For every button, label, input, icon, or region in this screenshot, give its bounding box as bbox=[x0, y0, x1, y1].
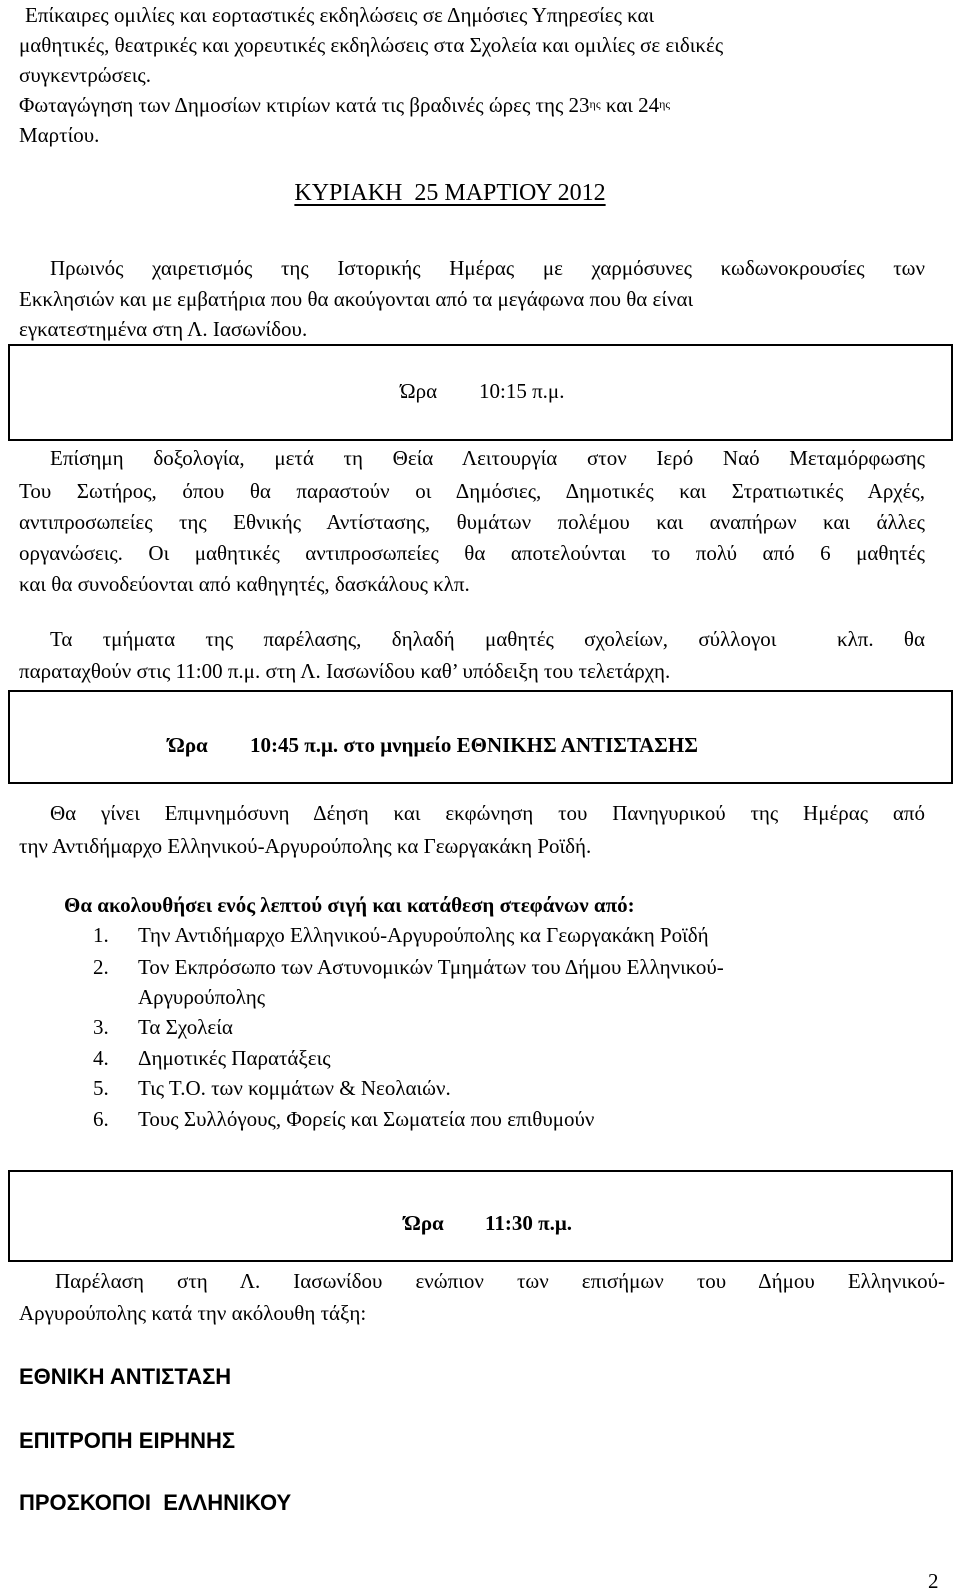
wreath-heading: Θα ακολουθήσει ενός λεπτού σιγή και κατάθεση στεφάνων από: bbox=[64, 893, 635, 917]
list-item-text: Τα Σχολεία bbox=[138, 1015, 233, 1039]
list-item-text: Τον Εκπρόσωπο των Αστυνομικών Τμημάτων του Δήμου Ελληνικού- bbox=[138, 955, 724, 979]
list-item-number: 1. bbox=[93, 923, 109, 947]
intro-line-5: Μαρτίου. bbox=[19, 123, 100, 147]
page-heading: ΚΥΡΙΑΚΗ 25 ΜΑΡΤΙΟΥ 2012 bbox=[294, 180, 606, 206]
intro-line-1: Επίκαιρες ομιλίες και εορταστικές εκδηλώσεις σε Δημόσιες Υπηρεσίες και bbox=[25, 3, 655, 27]
doxology-line-2: Του Σωτήρος, όπου θα παραστούν οι Δημόσιες, Δημοτικές και Στρατιωτικές Αρχές, bbox=[19, 479, 925, 503]
intro-line-4-text-b: και 24 bbox=[600, 93, 660, 117]
list-item-text: Τους Συλλόγους, Φορείς και Σωματεία που επιθυμούν bbox=[138, 1107, 595, 1131]
order-item: ΕΘΝΙΚΗ ΑΝΤΙΣΤΑΣΗ bbox=[19, 1364, 232, 1389]
order-item: ΠΡΟΣΚΟΠΟΙ ΕΛΛΗΝΙΚΟΥ bbox=[19, 1490, 292, 1515]
superscript: ης bbox=[589, 97, 601, 111]
list-item bbox=[0, 1106, 960, 1132]
intro-line-3: συγκεντρώσεις. bbox=[19, 63, 151, 87]
doxology-line-3: αντιπροσωπείες της Εθνικής Αντίστασης, θυμάτων πολέμου και αναπήρων και άλλες bbox=[19, 510, 925, 534]
time-1-value: 10:15 π.μ. bbox=[479, 379, 565, 403]
parade-units-line-1: Τα τμήματα της παρέλασης, δηλαδή μαθητές σχολείων, σύλλογοι κλπ. θα bbox=[50, 627, 925, 651]
superscript: ης bbox=[659, 97, 671, 111]
list-item-text: Δημοτικές Παρατάξεις bbox=[138, 1046, 331, 1070]
morning-line-2: Εκκλησιών και με εμβατήρια που θα ακούγονται από τα μεγάφωνα που θα είναι bbox=[19, 287, 694, 311]
list-item-text: Την Αντιδήμαρχο Ελληνικού-Αργυρούπολης κα Γεωργακάκη Ροϊδή bbox=[138, 923, 709, 947]
list-item-number: 6. bbox=[93, 1107, 109, 1131]
morning-line-3: εγκατεστημένα στη Λ. Ιασωνίδου. bbox=[19, 317, 308, 341]
intro-line-4-text: Φωταγώγηση των Δημοσίων κτιρίων κατά τις βραδινές ώρες της 23 bbox=[19, 93, 590, 117]
doxology-line-1: Επίσημη δοξολογία, μετά τη Θεία Λειτουργία στον Ιερό Ναό Μεταμόρφωσης bbox=[50, 446, 925, 470]
list-item bbox=[0, 1014, 960, 1040]
list-item-number: 3. bbox=[93, 1015, 109, 1039]
list-item-number: 5. bbox=[93, 1076, 109, 1100]
list-item bbox=[0, 1045, 960, 1071]
order-item: ΕΠΙΤΡΟΠΗ ΕΙΡΗΝΗΣ bbox=[19, 1428, 236, 1453]
memorial-line-1: Θα γίνει Επιμνημόσυνη Δέηση και εκφώνηση του Πανηγυρικού της Ημέρας από bbox=[50, 801, 925, 825]
parade-line-2: Αργυρούπολης κατά την ακόλουθη τάξη: bbox=[19, 1301, 367, 1325]
time-3-label: Ώρα bbox=[404, 1211, 444, 1235]
list-item bbox=[0, 954, 960, 1010]
time-2-label: Ώρα bbox=[168, 733, 208, 757]
intro-line-2: μαθητικές, θεατρικές και χορευτικές εκδηλώσεις στα Σχολεία και ομιλίες σε ειδικές bbox=[19, 33, 724, 57]
list-item bbox=[0, 1075, 960, 1101]
doxology-line-5: και θα συνοδεύονται από καθηγητές, δασκάλους κλπ. bbox=[19, 572, 470, 596]
list-item-number: 2. bbox=[93, 955, 109, 979]
doxology-line-4: οργανώσεις. Οι μαθητικές αντιπροσωπείες θα αποτελούνται το πολύ από 6 μαθητές bbox=[19, 541, 925, 565]
list-item-text: Τις Τ.Ο. των κομμάτων & Νεολαιών. bbox=[138, 1076, 451, 1100]
page-number: 2 bbox=[928, 1569, 939, 1593]
intro-line-4 bbox=[19, 92, 670, 121]
time-2-value: 10:45 π.μ. στο μνημείο ΕΘΝΙΚΗΣ ΑΝΤΙΣΤΑΣΗΣ bbox=[250, 733, 698, 757]
list-item bbox=[0, 922, 960, 948]
time-1-label: Ώρα bbox=[400, 379, 438, 403]
time-3-value: 11:30 π.μ. bbox=[485, 1211, 572, 1235]
morning-line-1: Πρωινός χαιρετισμός της Ιστορικής Ημέρας με χαρμόσυνες κωδωνοκρουσίες των bbox=[50, 256, 925, 280]
parade-line-1: Παρέλαση στη Λ. Ιασωνίδου ενώπιον των επισήμων του Δήμου Ελληνικού- bbox=[55, 1269, 945, 1293]
list-item-text-continued: Αργυρούπολης bbox=[138, 985, 266, 1009]
memorial-line-2: την Αντιδήμαρχο Ελληνικού-Αργυρούπολης κα Γεωργακάκη Ροϊδή. bbox=[19, 834, 592, 858]
list-item-number: 4. bbox=[93, 1046, 109, 1070]
parade-units-line-2: παραταχθούν στις 11:00 π.μ. στη Λ. Ιασωνίδου καθ’ υπόδειξη του τελετάρχη. bbox=[19, 659, 671, 683]
time-box-3 bbox=[8, 1170, 953, 1262]
